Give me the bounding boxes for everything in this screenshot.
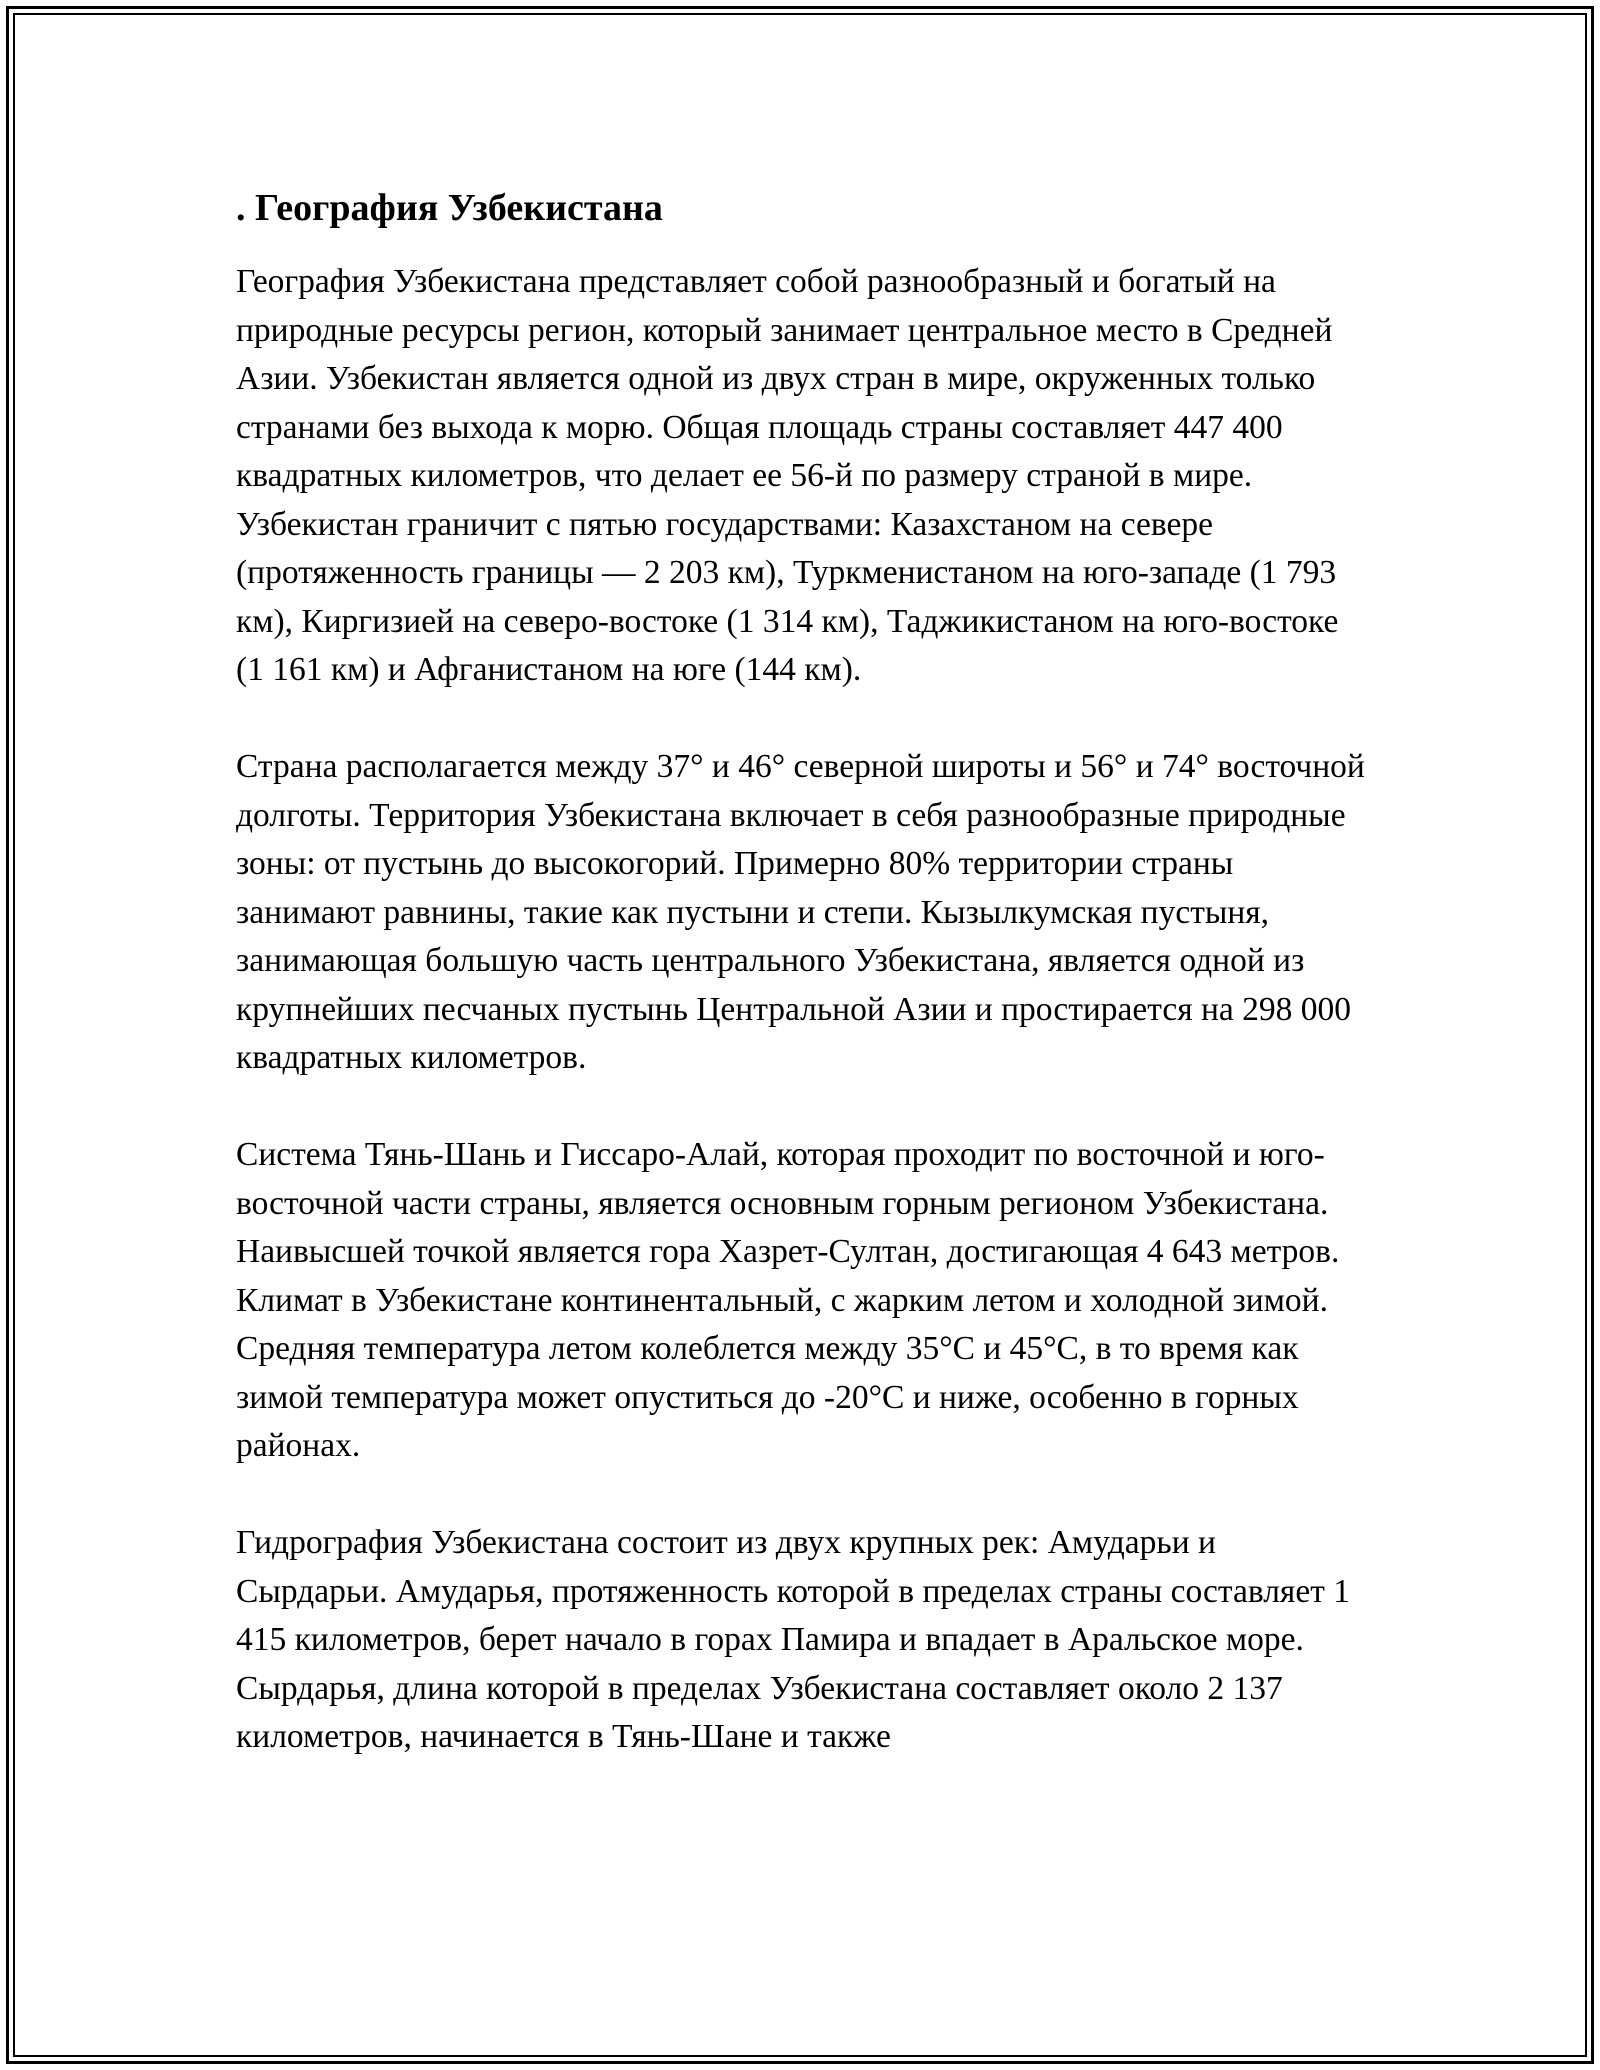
- paragraph-territory: Страна располагается между 37° и 46° северной широты и 56° и 74° восточной долготы. Территория Узбекистана включает в себя разнообразные природные зоны: от пустынь до высокогорий. Примерно 80% территории страны занимают равнины, такие как пустыни и степи. Кызылкумская пустыня, занимающая большую часть центрального Узбекистана, является одной из крупнейших песчаных пустынь Центральной Азии и простирается на 298 000 квадратных километров.: [236, 748, 1365, 1076]
- document-body: [236, 184, 1366, 1810]
- paragraph-overview: География Узбекистана представляет собой разнообразный и богатый на природные ресурсы регион, который занимает центральное место в Средней Азии. Узбекистан является одной из двух стран в мире, окруженных только странами без выхода к морю. Общая площадь страны составляет 447 400 квадратных километров, что делает ее 56-й по размеру страной в мире. Узбекистан граничит с пятью государствами: Казахстаном на севере (протяженность границы — 2 203 км), Туркменистаном на юго-западе (1 793 км), Киргизией на северо-востоке (1 314 км), Таджикистаном на юго-востоке (1 161 км) и Афганистаном на юге (144 км).: [236, 263, 1339, 688]
- paragraph-mountains-climate: Система Тянь-Шань и Гиссаро-Алай, которая проходит по восточной и юго-восточной части страны, является основным горным регионом Узбекистана. Наивысшей точкой является гора Хазрет-Султан, достигающая 4 643 метров. Климат в Узбекистане континентальный, с жарким летом и холодной зимой. Средняя температура летом колеблется между 35°C и 45°C, в то время как зимой температура может опуститься до -20°C и ниже, особенно в горных районах.: [236, 1136, 1340, 1464]
- paragraph-hydrography: Гидрография Узбекистана состоит из двух крупных рек: Амударьи и Сырдарьи. Амударья, протяженность которой в пределах страны составляет 1 415 километров, берет начало в горах Памира и впадает в Аральское море. Сырдарья, длина которой в пределах Узбекистана составляет около 2 137 километров, начинается в Тянь-Шане и также: [236, 1524, 1350, 1755]
- section-heading: . География Узбекистана: [236, 187, 663, 229]
